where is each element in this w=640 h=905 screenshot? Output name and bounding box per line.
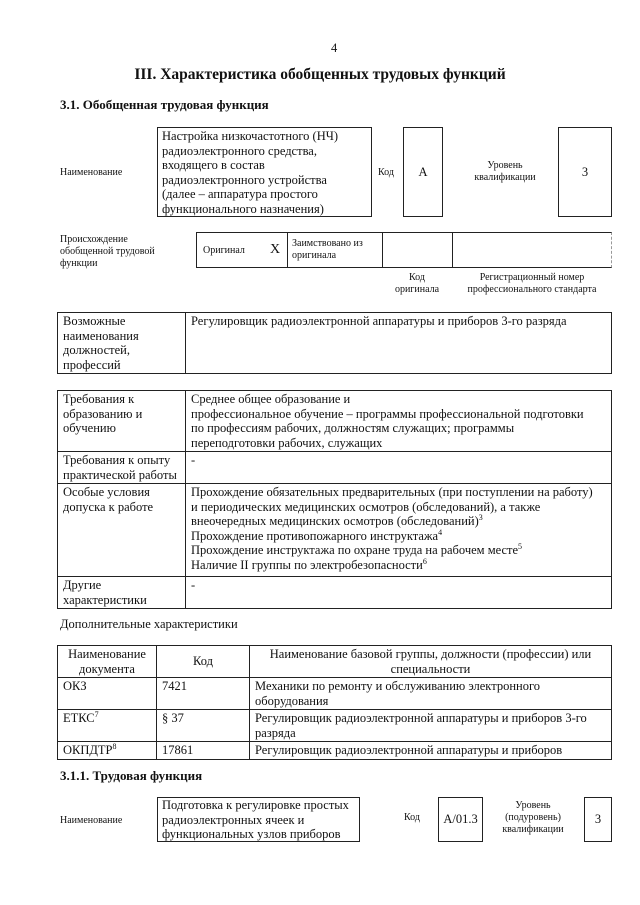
text: Прохождение инструктажа по охране труда на рабочем месте — [191, 543, 519, 557]
code-box: A/01.3 — [438, 797, 483, 842]
requirement-value: - — [186, 577, 612, 609]
text-line: функциональных узлов приборов — [162, 827, 341, 841]
text-line: профессионального стандарта — [467, 284, 597, 295]
section-heading: 3.1. Обобщенная трудовая функция — [60, 97, 269, 112]
code-cell: 7421 — [157, 678, 250, 710]
requirement-label: Другие характеристики — [58, 577, 186, 609]
text-line: Заимствовано из — [292, 238, 363, 249]
footnote-ref: 3 — [478, 512, 483, 522]
requirement-value: - — [186, 452, 612, 484]
table-row — [58, 742, 612, 760]
level-label — [455, 160, 555, 184]
page-title: III. Характеристика обобщенных трудовых функций — [134, 66, 506, 83]
divider — [287, 232, 288, 268]
text-line: радиоэлектронных ячеек и — [162, 812, 305, 827]
function-name-box — [157, 797, 360, 842]
text-line: Среднее общее образование и — [191, 392, 351, 406]
text-line: оригинала — [292, 250, 337, 261]
footnote-ref: 7 — [94, 709, 99, 719]
name-cell: Регулировщик радиоэлектронной аппаратуры и приборов — [250, 742, 612, 760]
text-line: Уровень — [515, 800, 551, 811]
positions-value: Регулировщик радиоэлектронной аппаратуры и приборов 3-го разряда — [186, 313, 612, 374]
header-cell: Наименование базовой группы, должности (профессии) или специальности — [250, 646, 612, 678]
additional-table — [57, 645, 612, 760]
divider — [452, 232, 453, 268]
requirement-label: Особые условия допуска к работе — [58, 484, 186, 577]
text-line — [191, 558, 606, 573]
text-line: обобщенной трудовой — [60, 246, 155, 257]
original-label: Оригинал — [203, 245, 245, 256]
page-number: 4 — [331, 41, 338, 55]
name-label: Наименование — [60, 167, 123, 178]
level-box: 3 — [558, 127, 612, 217]
requirement-value — [186, 484, 612, 577]
text-line: квалификации — [474, 172, 536, 183]
text-line: функции — [60, 258, 98, 269]
footnote-ref: 5 — [518, 541, 523, 551]
borrowed-label — [292, 238, 363, 262]
text-line: профессиональное обучение – программы профессиональной подготовки — [191, 406, 584, 421]
text-line: Регистрационный номер — [479, 272, 585, 283]
text-line: Происхождение — [60, 234, 128, 245]
text-line: и периодических медицинских осмотров (обследований), а также — [191, 499, 541, 514]
original-mark: X — [270, 242, 281, 257]
requirement-value — [186, 391, 612, 452]
text: ОКПДТР — [63, 743, 113, 757]
footnote-ref: 6 — [422, 556, 427, 566]
text: внеочередных медицинских осмотров (обследований) — [191, 514, 479, 528]
name-label: Наименование — [60, 815, 123, 826]
text-line: Уровень — [487, 160, 523, 171]
function-name-box — [157, 127, 372, 217]
requirements-table — [57, 390, 612, 609]
doc-cell — [58, 710, 157, 742]
footnote-ref: 4 — [438, 527, 443, 537]
positions-table — [57, 312, 612, 374]
level-box: 3 — [584, 797, 612, 842]
code-label: Код — [404, 812, 420, 823]
doc-cell — [58, 742, 157, 760]
origin-table — [196, 232, 612, 268]
text-line: функционального назначения) — [162, 201, 324, 216]
text-line: квалификации — [502, 824, 564, 835]
text-line: Подготовка к регулировке простых — [162, 798, 349, 812]
text-line: (далее – аппаратура простого — [162, 187, 318, 201]
text: ОКЗ — [63, 679, 87, 693]
positions-label: Возможные наименования должностей, профессий — [58, 313, 186, 374]
header-cell: Код — [157, 646, 250, 678]
code-cell: § 37 — [157, 710, 250, 742]
table-row — [58, 710, 612, 742]
text: Наличие II группы по электробезопасности — [191, 557, 423, 572]
text-line: Настройка низкочастотного (НЧ) — [162, 129, 339, 143]
table-row — [58, 678, 612, 710]
text-line: радиоэлектронного устройства — [162, 172, 327, 187]
text: ЕТКС — [63, 711, 95, 725]
additional-heading: Дополнительные характеристики — [60, 617, 238, 631]
header-cell: Наименование документа — [58, 646, 157, 678]
text-line: переподготовки рабочих, служащих — [191, 435, 383, 450]
text-line: Код — [409, 272, 425, 283]
text-line — [191, 543, 606, 558]
text-line: радиоэлектронного средства, — [162, 143, 317, 158]
name-cell: Механики по ремонту и обслуживанию электронного оборудования — [250, 678, 612, 710]
divider — [382, 232, 383, 268]
code-cell: 17861 — [157, 742, 250, 760]
text-line: оригинала — [394, 284, 440, 295]
code-box: A — [403, 127, 443, 217]
subsection-heading: 3.1.1. Трудовая функция — [60, 768, 203, 783]
doc-cell — [58, 678, 157, 710]
code-label: Код — [378, 167, 394, 178]
requirement-label: Требования к опыту практической работы — [58, 452, 186, 484]
text-line: входящего в состав — [162, 158, 265, 172]
origin-label — [60, 234, 155, 270]
reg-number-caption — [452, 272, 612, 296]
footnote-ref: 8 — [112, 741, 117, 751]
text-line: по профессиям рабочих, должностям служащих; программы — [191, 421, 515, 435]
text-line — [191, 514, 606, 529]
text-line: Прохождение обязательных предварительных (при поступлении на работу) — [191, 485, 593, 499]
name-cell: Регулировщик радиоэлектронной аппаратуры и приборов 3-го разряда — [250, 710, 612, 742]
text-line: (подуровень) — [505, 812, 561, 823]
requirement-label: Требования к образованию и обучению — [58, 391, 186, 452]
level-label — [493, 800, 573, 836]
text: Прохождение противопожарного инструктажа — [191, 528, 439, 543]
text-line — [191, 529, 606, 544]
origin-code-caption — [382, 272, 452, 296]
